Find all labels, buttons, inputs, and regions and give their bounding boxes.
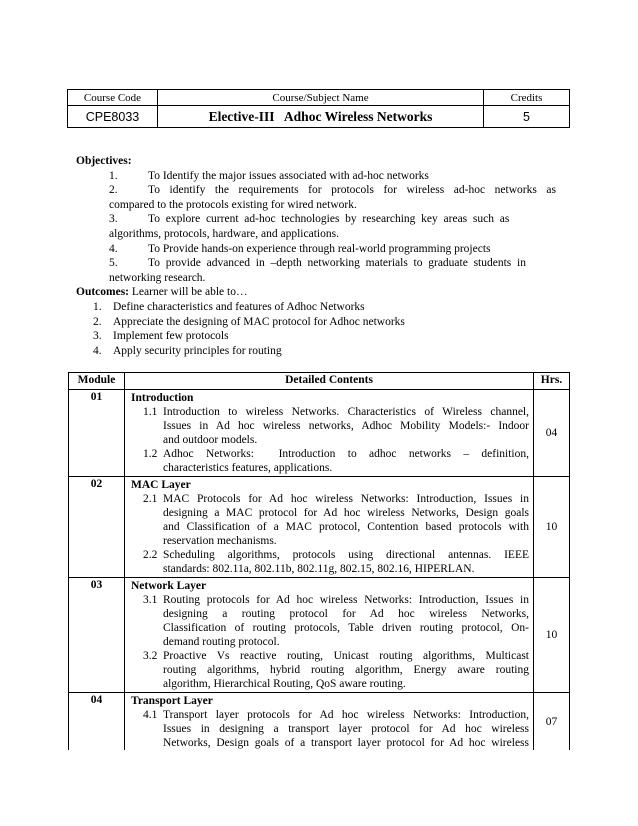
module-number: 02 — [69, 477, 125, 578]
topic-item — [143, 593, 529, 649]
course-code-header: Course Code — [68, 90, 158, 106]
objective-number: 2. — [109, 184, 118, 197]
objective-number: 3. — [109, 213, 118, 226]
outcome-text: Implement few protocols — [113, 330, 229, 343]
objective-text: To identify the requirements for protocols for wireless ad-hoc networks as — [148, 184, 556, 197]
topic-number: 1.2 — [143, 448, 158, 460]
module-table — [68, 372, 570, 750]
course-credits: 5 — [484, 106, 570, 128]
topic-number: 2.2 — [143, 549, 158, 561]
topic-item — [143, 649, 529, 691]
objective-text-continued: compared to the protocols existing for wired network. — [109, 198, 357, 211]
topic-item — [143, 447, 529, 475]
topic-number: 3.1 — [143, 594, 158, 606]
module-contents — [125, 578, 534, 693]
topic-item — [143, 548, 529, 576]
topic-text-line: and outdoor models. — [163, 434, 258, 446]
module-title: MAC Layer — [131, 479, 191, 491]
module-row — [69, 477, 570, 578]
topic-text-line: Transport layer protocols for Ad hoc wireless Networks: Introduction, — [163, 709, 529, 721]
module-contents — [125, 477, 534, 578]
objective-text: To Identify the major issues associated with ad-hoc networks — [148, 169, 429, 182]
module-number: 01 — [69, 390, 125, 477]
module-number: 03 — [69, 578, 125, 693]
outcomes-heading: Outcomes: — [76, 286, 130, 299]
topic-text — [163, 405, 529, 447]
topic-text-line: algorithm, Hierarchical Routing, QoS aware routing. — [163, 678, 406, 690]
module-number: 04 — [69, 693, 125, 751]
topic-text-line: Scheduling algorithms, protocols using directional antennas. IEEE — [163, 549, 529, 561]
outcome-text: Define characteristics and features of Adhoc Networks — [113, 300, 365, 313]
outcome-text: Appreciate the designing of MAC protocol for Adhoc networks — [113, 315, 405, 328]
module-row — [69, 578, 570, 693]
topic-text-line: designing a routing protocol for Ad hoc wireless Networks, — [163, 608, 529, 620]
module-contents — [125, 390, 534, 477]
module-hours: 10 — [534, 477, 570, 578]
topic-text-line: MAC Protocols for Ad hoc wireless Networks: Introduction, Issues in — [163, 493, 529, 505]
topic-text-line: Issues in Ad hoc wireless networks, Adhoc Mobility Models:- Indoor — [163, 420, 529, 432]
topic-text-line: demand routing protocol. — [163, 636, 280, 648]
course-name-header: Course/Subject Name — [158, 90, 484, 106]
topic-number: 4.1 — [143, 709, 158, 721]
outcome-number: 1. — [93, 300, 102, 313]
module-column-header: Module — [69, 373, 125, 390]
module-row — [69, 390, 570, 477]
course-name: Elective-III Adhoc Wireless Networks — [158, 106, 484, 128]
topic-text-line: Adhoc Networks: Introduction to adhoc networks – definition, — [163, 448, 529, 460]
module-title: Introduction — [131, 392, 194, 404]
topic-text — [163, 593, 529, 649]
objective-text-continued: algorithms, protocols, hardware, and applications. — [109, 227, 339, 240]
module-hours: 10 — [534, 578, 570, 693]
topic-text-line: Networks, Design goals of a transport layer protocol for Ad hoc wireless — [163, 737, 529, 749]
topic-number: 1.1 — [143, 406, 158, 418]
module-table-body — [69, 390, 570, 751]
outcome-text: Apply security principles for routing — [113, 344, 282, 357]
outcomes-intro: Learner will be able to… — [129, 286, 248, 299]
objective-text-continued: networking research. — [109, 271, 206, 284]
topic-text-line: Routing protocols for Ad hoc wireless Networks: Introduction, Issues in — [163, 594, 529, 606]
objective-text: To provide advanced in –depth networking materials to graduate students in — [148, 257, 526, 270]
module-hours: 04 — [534, 390, 570, 477]
topic-text-line: characteristics features, applications. — [163, 462, 333, 474]
objective-number: 1. — [109, 169, 118, 182]
topic-text — [163, 492, 529, 548]
objective-number: 5. — [109, 257, 118, 270]
module-hours: 07 — [534, 693, 570, 751]
topic-text-line: Issues in designing a transport layer protocol for Ad hoc wireless — [163, 723, 529, 735]
topic-item — [143, 492, 529, 548]
contents-column-header: Detailed Contents — [125, 373, 534, 390]
module-row — [69, 693, 570, 751]
topic-text — [163, 708, 529, 750]
hours-column-header: Hrs. — [534, 373, 570, 390]
topic-item — [143, 405, 529, 447]
topic-text-line: designing a MAC protocol for Ad hoc wireless Networks, Design goals — [163, 507, 529, 519]
module-title: Network Layer — [131, 580, 207, 592]
topic-number: 3.2 — [143, 650, 158, 662]
topic-text-line: Proactive Vs reactive routing, Unicast routing algorithms, Multicast — [163, 650, 529, 662]
topic-item — [143, 708, 529, 750]
topic-text — [163, 649, 529, 691]
topic-text-line: routing algorithms, hybrid routing algorithm, Energy aware routing — [163, 664, 529, 676]
objective-number: 4. — [109, 242, 118, 255]
module-contents — [125, 693, 534, 751]
topic-text-line: Classification of routing protocols, Table driven routing protocol, On- — [163, 622, 529, 634]
topic-text-line: standards: 802.11a, 802.11b, 802.11g, 802.15, 802.16, HIPERLAN. — [163, 563, 475, 575]
outcome-number: 3. — [93, 330, 102, 343]
topic-text-line: and Classification of a MAC protocol, Contention based protocols with — [163, 521, 529, 533]
topic-text — [163, 548, 529, 576]
outcome-number: 2. — [93, 315, 102, 328]
credits-header: Credits — [484, 90, 570, 106]
course-code: CPE8033 — [68, 106, 158, 128]
module-title: Transport Layer — [131, 695, 213, 707]
topic-text — [163, 447, 529, 475]
outcome-number: 4. — [93, 344, 102, 357]
objective-text: To Provide hands-on experience through real-world programming projects — [148, 242, 491, 255]
topic-text-line: Introduction to wireless Networks. Characteristics of Wireless channel, — [163, 406, 529, 418]
topic-number: 2.1 — [143, 493, 158, 505]
objective-text: To explore current ad-hoc technologies by researching key areas such as — [148, 213, 510, 226]
topic-text-line: reservation mechanisms. — [163, 535, 277, 547]
objectives-heading: Objectives: — [76, 155, 132, 167]
